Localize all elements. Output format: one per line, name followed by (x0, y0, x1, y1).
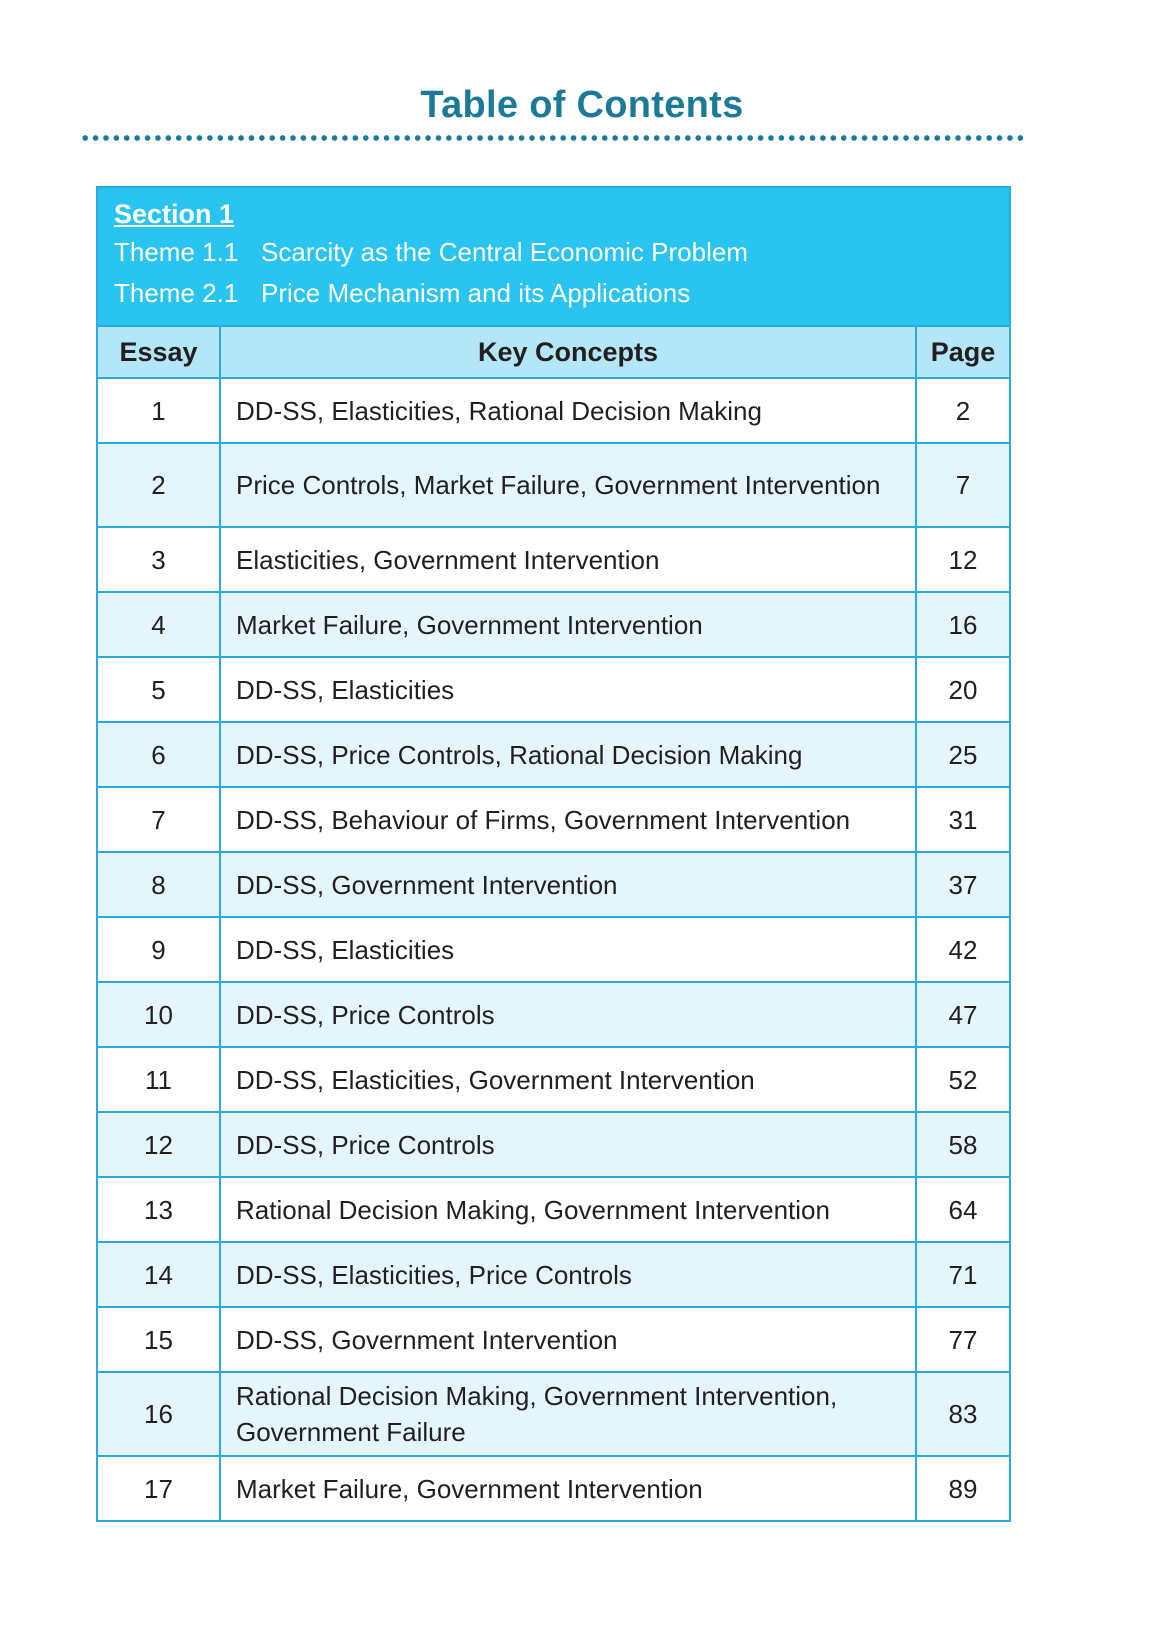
section-title: Section 1 (114, 199, 235, 229)
essay-number: 5 (98, 657, 220, 722)
page-number: 42 (916, 917, 1009, 982)
essay-number: 6 (98, 722, 220, 787)
essay-number: 8 (98, 852, 220, 917)
key-concepts: DD-SS, Government Intervention (220, 852, 916, 917)
essay-number: 16 (98, 1372, 220, 1456)
toc-body (98, 378, 1009, 1520)
toc-table-container (96, 186, 1011, 1522)
table-row (98, 722, 1009, 787)
key-concepts: Elasticities, Government Intervention (220, 527, 916, 592)
key-concepts: DD-SS, Government Intervention (220, 1307, 916, 1372)
key-concepts: DD-SS, Elasticities, Government Intervention (220, 1047, 916, 1112)
column-header-page: Page (916, 327, 1009, 378)
theme-line (114, 232, 993, 273)
page-number: 2 (916, 378, 1009, 443)
essay-number: 1 (98, 378, 220, 443)
page-number: 7 (916, 443, 1009, 527)
key-concepts: Rational Decision Making, Government Intervention, Government Failure (220, 1372, 916, 1456)
page-number: 25 (916, 722, 1009, 787)
essay-number: 9 (98, 917, 220, 982)
theme-name: Scarcity as the Central Economic Problem (261, 237, 748, 267)
essay-number: 4 (98, 592, 220, 657)
page-number: 71 (916, 1242, 1009, 1307)
essay-number: 2 (98, 443, 220, 527)
column-header-key-concepts: Key Concepts (220, 327, 916, 378)
page-number: 77 (916, 1307, 1009, 1372)
table-row (98, 917, 1009, 982)
key-concepts: Market Failure, Government Intervention (220, 1456, 916, 1520)
table-row (98, 1242, 1009, 1307)
table-row (98, 378, 1009, 443)
essay-number: 17 (98, 1456, 220, 1520)
essay-number: 7 (98, 787, 220, 852)
page-number: 20 (916, 657, 1009, 722)
page-title: Table of Contents (420, 84, 744, 126)
essay-number: 10 (98, 982, 220, 1047)
key-concepts: DD-SS, Elasticities (220, 657, 916, 722)
table-row (98, 787, 1009, 852)
page-number: 52 (916, 1047, 1009, 1112)
theme-code: Theme 1.1 (114, 237, 239, 267)
essay-number: 13 (98, 1177, 220, 1242)
page-number: 58 (916, 1112, 1009, 1177)
essay-number: 11 (98, 1047, 220, 1112)
page-number: 89 (916, 1456, 1009, 1520)
table-row (98, 1047, 1009, 1112)
page-number: 47 (916, 982, 1009, 1047)
column-header-essay: Essay (98, 327, 220, 378)
page-number: 83 (916, 1372, 1009, 1456)
table-row (98, 1456, 1009, 1520)
column-header-row (98, 327, 1009, 378)
essay-number: 14 (98, 1242, 220, 1307)
page-number: 16 (916, 592, 1009, 657)
toc-table (98, 327, 1009, 1520)
table-row (98, 592, 1009, 657)
table-row (98, 852, 1009, 917)
page-number: 64 (916, 1177, 1009, 1242)
table-row (98, 1372, 1009, 1456)
key-concepts: DD-SS, Elasticities, Rational Decision Making (220, 378, 916, 443)
key-concepts: DD-SS, Price Controls (220, 1112, 916, 1177)
key-concepts: Price Controls, Market Failure, Government Intervention (220, 443, 916, 527)
table-row (98, 1112, 1009, 1177)
key-concepts: DD-SS, Elasticities (220, 917, 916, 982)
theme-code: Theme 2.1 (114, 278, 239, 308)
theme-line (114, 273, 993, 314)
table-row (98, 982, 1009, 1047)
key-concepts: DD-SS, Price Controls, Rational Decision Making (220, 722, 916, 787)
key-concepts: DD-SS, Elasticities, Price Controls (220, 1242, 916, 1307)
key-concepts: DD-SS, Behaviour of Firms, Government Intervention (220, 787, 916, 852)
table-row (98, 527, 1009, 592)
essay-number: 3 (98, 527, 220, 592)
key-concepts: Market Failure, Government Intervention (220, 592, 916, 657)
page-number: 12 (916, 527, 1009, 592)
page-number: 37 (916, 852, 1009, 917)
table-row (98, 1177, 1009, 1242)
table-row (98, 443, 1009, 527)
key-concepts: Rational Decision Making, Government Intervention (220, 1177, 916, 1242)
dotted-divider (80, 134, 1026, 142)
section-header (98, 188, 1009, 327)
essay-number: 12 (98, 1112, 220, 1177)
essay-number: 15 (98, 1307, 220, 1372)
key-concepts: DD-SS, Price Controls (220, 982, 916, 1047)
page-number: 31 (916, 787, 1009, 852)
table-row (98, 657, 1009, 722)
theme-name: Price Mechanism and its Applications (261, 278, 691, 308)
table-row (98, 1307, 1009, 1372)
